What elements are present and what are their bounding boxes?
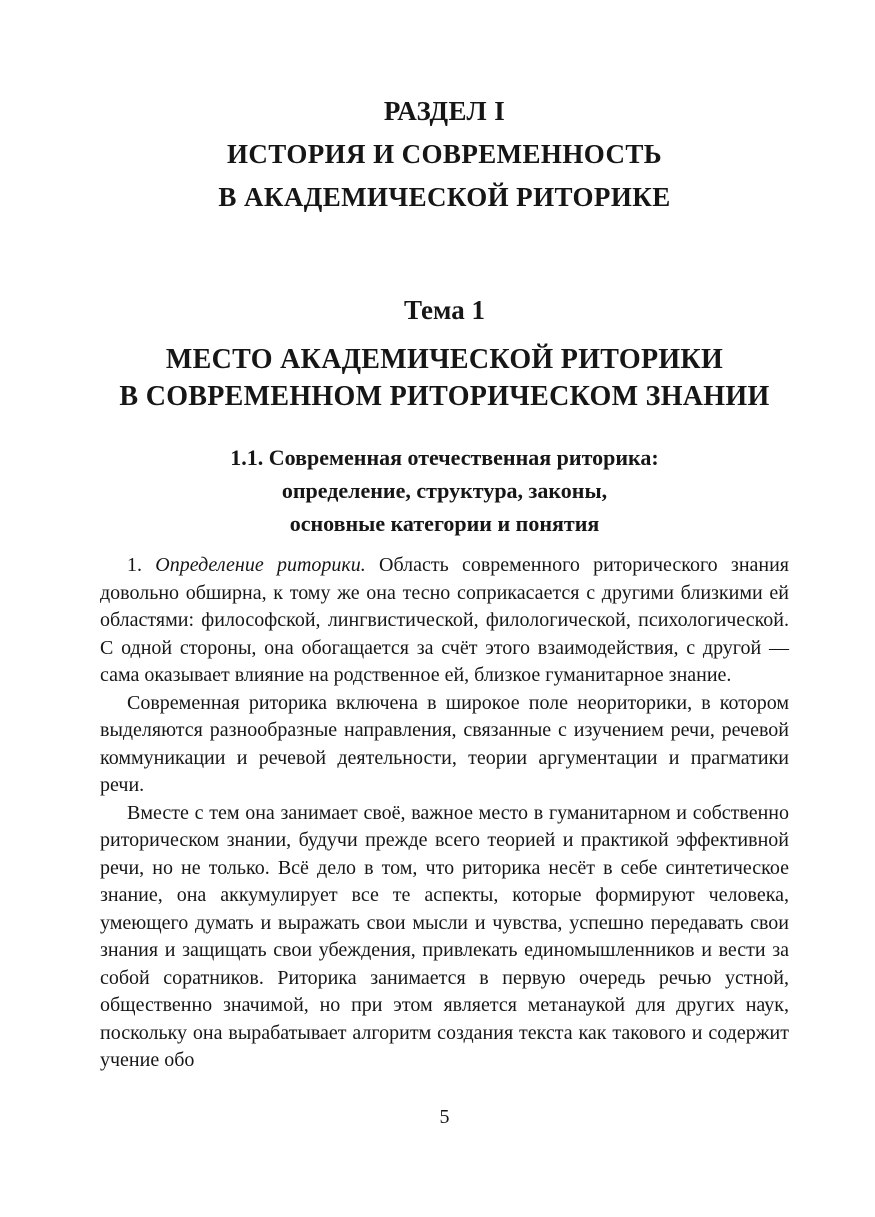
body-text: [100, 552, 789, 1075]
paragraph-2: Современная риторика включена в широкое поле неориторики, в котором выделяются разнообразные направления, связанные с изучением речи, речевой коммуникации и речевой деятельности, теории аргументации и прагматики речи.: [100, 691, 789, 796]
subsection-heading: [100, 441, 789, 540]
topic-title-line-1: МЕСТО АКАДЕМИЧЕСКОЙ РИТОРИКИ: [165, 344, 724, 375]
topic-title: [100, 341, 789, 415]
topic-title-line-2: В СОВРЕМЕННОМ РИТОРИЧЕСКОМ ЗНАНИИ: [119, 381, 770, 412]
paragraph-3: Вместе с тем она занимает своё, важное место в гуманитарном и собственно риторическом знании, будучи прежде всего теорией и практикой эффективной речи, но не только. Всё дело в том, что риторика несёт в себе синтетическое знание, она аккумулирует все те аспекты, которые формируют человека, умеющего думать и выражать свои мысли и чувства, успешно передавать свои знания и защищать свои убеждения, привлекать единомышленников и вести за собой соратников. Риторика занимается в первую очередь речью устной, общественно значимой, но при этом является метанаукой для других наук, поскольку она вырабатывает алгоритм создания текста как такового и содержит учение обо: [100, 801, 789, 1071]
section-heading-line-3: В АКАДЕМИЧЕСКОЙ РИТОРИКЕ: [218, 182, 671, 212]
section-heading-line-1: РАЗДЕЛ I: [383, 96, 506, 126]
section-heading-line-2: ИСТОРИЯ И СОВРЕМЕННОСТЬ: [226, 139, 663, 169]
subsection-heading-line-1: 1.1. Современная отечественная риторика:: [230, 445, 659, 470]
topic-label: Тема 1: [404, 295, 485, 325]
paragraph-1-number: 1.: [127, 554, 156, 576]
section-heading: [100, 90, 789, 219]
page-number: 5: [439, 1106, 450, 1128]
paragraph-1: [100, 552, 789, 690]
subsection-heading-line-3: основные категории и понятия: [289, 511, 600, 536]
paragraph-1-text: Область современного риторического знания довольно обширна, к тому же она тесно соприкасается с другими близкими ей областями: философской, лингвистической, филологической, психологической. С одной стороны, она обогащается за счёт этого взаимодействия, с другой — сама оказывает влияние на родственное ей, близкое гуманитарное знание.: [100, 554, 789, 686]
paragraph-1-lead-italic: Определение риторики.: [155, 554, 366, 576]
subsection-heading-line-2: определение, структура, законы,: [281, 478, 608, 503]
